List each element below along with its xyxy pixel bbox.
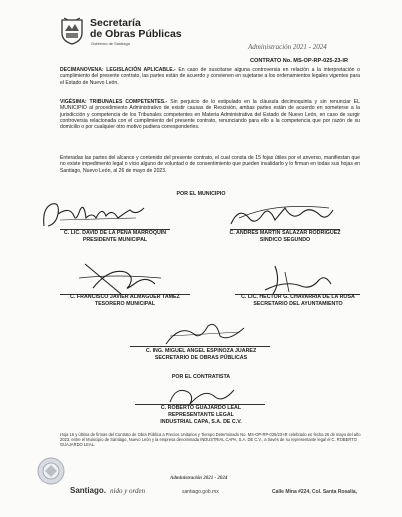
contratista-company: INDUSTRIAL CAPA, S.A. DE C.V. (160, 419, 242, 425)
santiago-emblem-icon (36, 456, 66, 486)
obras-role: SECRETARIO DE OBRAS PÚBLICAS (154, 355, 248, 361)
signature-secretario (245, 262, 335, 296)
obras-name: C. ING. MIGUEL ANGEL ESPINOZA JUAREZ (145, 348, 257, 354)
contratista-role: REPRESENTANTE LEGAL (168, 412, 234, 418)
footer-website: santiago.gob.mx (182, 489, 219, 495)
clause-heading: DECIMANOVENA: LEGISLACIÓN APLICABLE.- (60, 67, 176, 73)
secretaria-subtitle: Gobierno de Santiago (91, 41, 130, 46)
secretario-role: SECRETARIO DEL AYUNTAMIENTO (253, 301, 343, 307)
secretario-name: C. LIC. HECTOR G. CHAVARRIA DE LA ROSA (241, 294, 355, 300)
clause-decimonovena (60, 67, 360, 86)
clause-heading: VIGÉSIMA: TRIBUNALES COMPETENTES.- (60, 99, 168, 105)
tesorero-role: TESORERO MUNICIPAL (94, 301, 156, 307)
administration-header: Administración 2021 - 2024 (248, 43, 327, 51)
clause-text: En caso de suscitarse alguna controversia en relación a la interpretación o cumplimiento del presente contrato, las partes están de acuerdo y convienen en sujetarse a los ordenamientos legales vigentes para el Estado de Nuevo León. (60, 67, 360, 86)
presidente-name: C. LIC. DAVID DE LA PEÑA MARROQUIN (63, 230, 167, 236)
footer-address: Calle Mina #224, Col. Santa Rosalía, (272, 489, 358, 495)
sindico-name: C. ANDRÉS MARTIN SALAZAR RODRIGUEZ (229, 230, 341, 236)
contratista-name: C. ROBERTO GUAJARDO LEAL (160, 405, 242, 411)
signature-obras (160, 318, 250, 348)
contract-number: CONTRATO No. MS-OP-RP-025-23-IR (250, 58, 349, 64)
signature-sindico (225, 200, 335, 230)
clause-vigesima (60, 99, 360, 130)
closing-paragraph: Enteradas las partes del alcance y contenido del presente contrato, el cual consta de 15 fojas útiles por el anverso, manifiestan que no existe impedimento legal o vicio alguno de voluntad o de consentimiento que pueden invalidarlo y lo firman en todas sus hojas en Santiago, Nuevo León, al 26 de mayo de 2023. (60, 155, 360, 174)
signature-tesorero (75, 258, 165, 296)
tesorero-name: C. FRANCISCO JAVIER ALMAGUER TAMEZ (70, 294, 180, 300)
santiago-logo (36, 456, 66, 486)
crest-icon (60, 17, 84, 45)
municipal-logo (60, 17, 84, 45)
sindico-role: SINDICO SEGUNDO (259, 237, 311, 243)
signature-presidente (40, 198, 150, 232)
presidente-role: PRESIDENTE MUNICIPAL (82, 237, 148, 243)
secretaria-title-line2: de Obras Públicas (90, 28, 182, 40)
footer-administration: Administración 2021 - 2024 (170, 476, 228, 481)
footer-slogan: nido y orden (110, 487, 146, 495)
secretaria-title-line1: Secretaría (90, 17, 141, 29)
clause-text: Sin perjuicio de lo estipulado en la cláusula decimoquinta y sin renunciar EL MUNICIPIO al procedimiento Administrativo de existir causas de Rescisión, ambas partes están de acuerdo en someterse a la jurisdicción y competencia de los Tribunales competentes en Materia Administrativa del Estado de Nuevo León, en caso de surgir controversia relacionada con el cumplimiento del presente contrato, renunciando para ello a la competencia que por razón de su domicilio o por cualquier otro motivo pudiera corresponderles. (60, 99, 361, 131)
signature-page-footnote: Hoja 15 y última de firmas del Contrato de Obra Pública a Precios Unitarios y Tiempo Determinado No. MS-OP-RP-025/23-IR celebrado en fecha 26 de mayo del año 2023, entre el Municipio de Santiago, Nuevo León y la empresa denominada INDUSTRIAL CAPA, S.A. DE C.V., a través de su representante legal el C. ROBERTO GUAJARDO LEAL. (60, 432, 361, 447)
section-contratista: POR EL CONTRATISTA (171, 374, 231, 380)
footer-brand: Santiago. (70, 486, 107, 495)
section-municipio: POR EL MUNICIPIO (176, 191, 226, 197)
